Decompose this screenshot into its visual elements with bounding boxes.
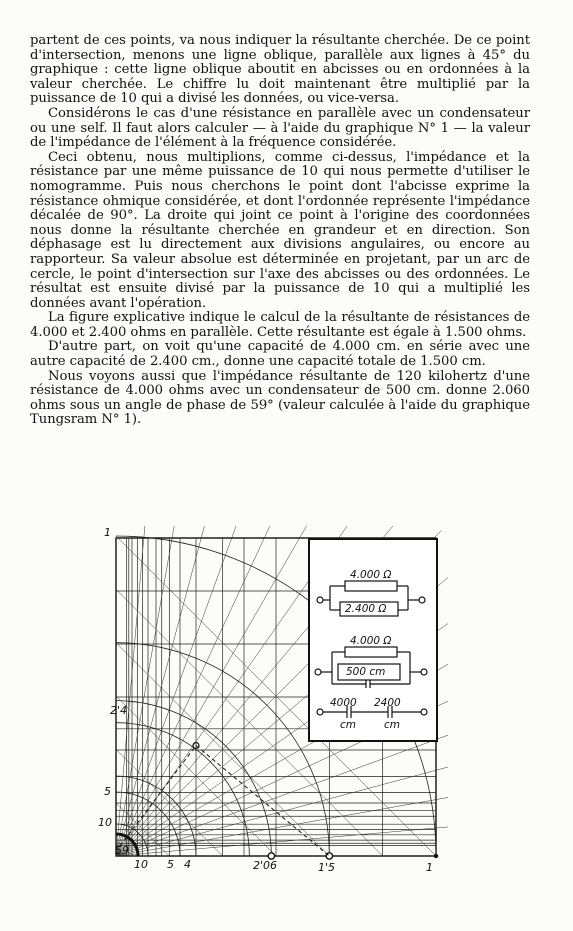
paragraph-1: partent de ces points, va nous indiquer la résultante cherchée. De ce point d'intersection, menons une ligne oblique, parallèle aux lignes à 45° du graphique : cette ligne oblique aboutit en abcisses ou en ordonnées à la valeur cherchée. Le chiffre lu doit maintenant être multiplié par la puissance de 10 qui a divisé les données, ou vice-versa. <box>30 33 530 107</box>
x-label-4: 4 <box>184 858 191 871</box>
y-label-1: 1 <box>104 526 111 539</box>
capacitor-label-500: 500 cm <box>346 666 386 678</box>
paragraph-5: D'autre part, on voit qu'une capacité de 4.000 cm. en série avec une autre capacité de 2.400 cm., donne une capacité totale de 1.500 cm. <box>30 339 530 370</box>
capacitor-label-4000: 4000 <box>330 697 357 709</box>
y-label-5: 5 <box>104 785 111 798</box>
x-label-10: 10 <box>134 858 148 871</box>
x-label-5: 5 <box>167 858 174 871</box>
resistor-label-4000: 4.000 Ω <box>350 569 392 581</box>
resistor-label-4000-b: 4.000 Ω <box>350 635 392 647</box>
resistor-label-2400: 2.400 Ω <box>345 603 387 615</box>
capacitor-unit-1: cm <box>340 719 357 731</box>
x-label-2-06: 2'06 <box>253 859 278 872</box>
body-text <box>30 34 530 428</box>
paragraph-6: Nous voyons aussi que l'impédance résultante de 120 kilohertz d'une résistance de 4.000 ohms avec un condensateur de 500 cm. donne 2.060 ohms sous un angle de phase de 59° (valeur calculée à l'aide du graphique Tungsram N° 1). <box>30 368 530 428</box>
paragraph-3: Ceci obtenu, nous multiplions, comme ci-dessus, l'impédance et la résistance par une même puissance de 10 qui nous permette d'utiliser le nomogramme. Puis nous cherchons le point dont l'abcisse exprime la résistance ohmique considérée, et dont l'ordonnée représente l'impédance décalée de 90°. La droite qui joint ce point à l'origine des coordonnées nous donne la résultante cherchée en grandeur et en direction. Son déphasage est lu directement aux divisions angulaires, ou encore au rapporteur. Sa valeur absolue est déterminée en projetant, par un arc de cercle, le point d'intersection sur l'axe des abcisses ou des ordonnées. Le résultat est ensuite divisé par la puissance de 10 qui a multiplié les données avant l'opération. <box>30 149 530 311</box>
circuit-legend-box <box>308 538 438 742</box>
x-label-1: 1 <box>426 861 433 874</box>
angle-label-59: 59 <box>115 844 129 857</box>
x-label-1-5: 1'5 <box>318 861 336 874</box>
y-label-2-4: 2'4 <box>110 704 128 717</box>
capacitor-label-2400: 2400 <box>374 697 401 709</box>
paragraph-2: Considérons le cas d'une résistance en parallèle avec un condensateur ou une self. Il faut alors calculer — à l'aide du graphique N° 1 — la valeur de l'impédance de l'élément à la fréquence considérée. <box>30 105 530 151</box>
capacitor-unit-2: cm <box>384 719 401 731</box>
paragraph-4: La figure explicative indique le calcul de la résultante de résistances de 4.000 et 2.400 ohms en parallèle. Cette résultante est égale à 1.500 ohms. <box>30 310 530 340</box>
nomogram-figure <box>98 526 448 886</box>
y-label-10: 10 <box>98 816 112 829</box>
